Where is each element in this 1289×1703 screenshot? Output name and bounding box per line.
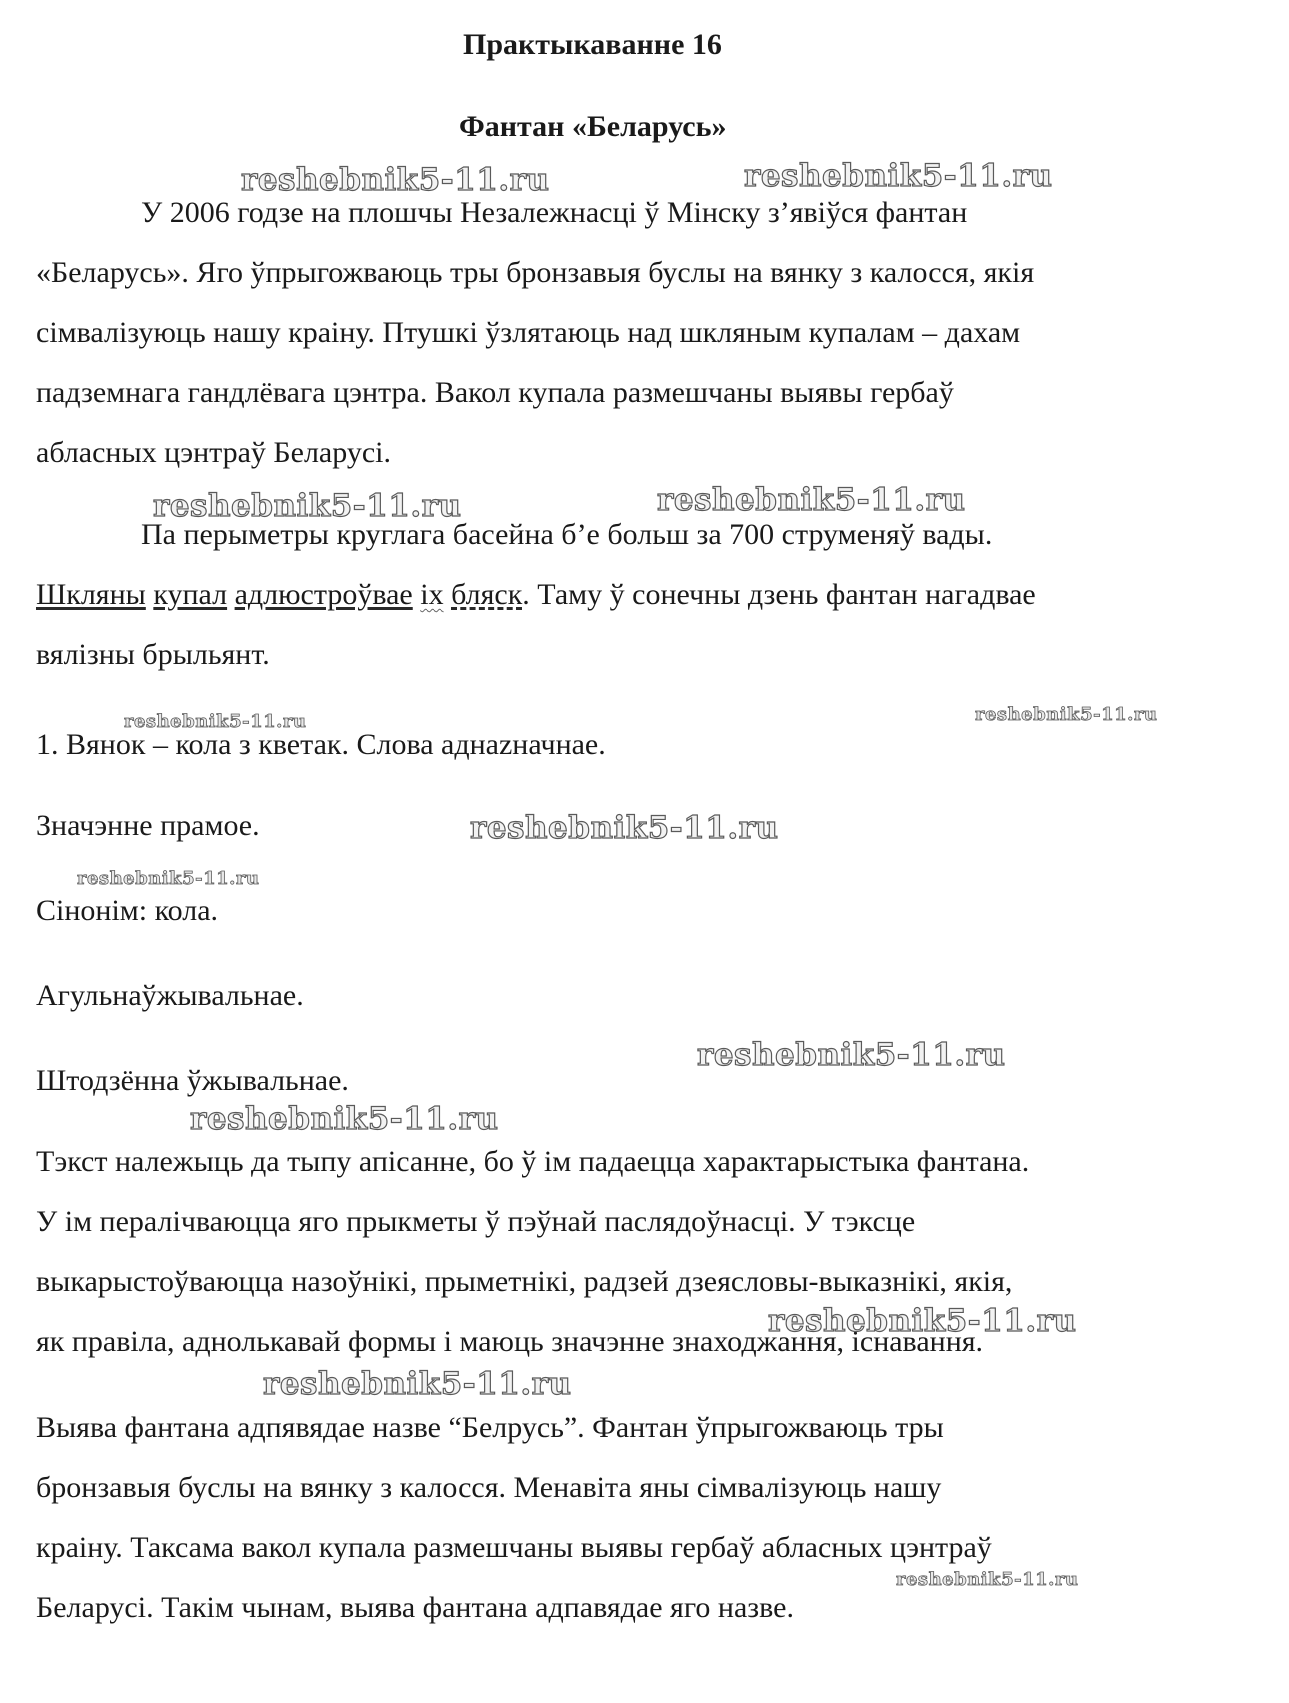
paragraph1-line: падземнага гандлёвага цэнтра. Вакол купала размешчаны выявы гербаў bbox=[36, 376, 954, 409]
sentence-rest: . Таму ў сонечны дзень фантан нагадвае bbox=[522, 578, 1036, 611]
paragraph2-line: Па перыметры круглага басейна б’е больш за 700 струменяў вады. bbox=[141, 518, 993, 551]
underlined-word: Шкляны bbox=[36, 578, 146, 611]
paragraph3-line: У ім пералічваюцца яго прыкметы ў пэўнай паслядоўнасці. У тэксце bbox=[36, 1205, 916, 1238]
underlined-word: купал bbox=[153, 578, 228, 611]
watermark: reshebnik5-11.ru bbox=[124, 711, 307, 732]
underlined-word: іх bbox=[420, 578, 444, 611]
paragraph1-line: «Беларусь». Яго ўпрыгожваюць тры бронзавыя буслы на вянку з калосся, якія bbox=[36, 256, 1035, 289]
watermark: reshebnik5-11.ru bbox=[190, 1101, 499, 1137]
paragraph3-line: Тэкст належыць да тыпу апісанне, бо ў ім падаецца характарыстыка фантана. bbox=[36, 1145, 1030, 1178]
answer-line: 1. Вянок – кола з кветак. Слова аднazначнае. bbox=[36, 728, 606, 761]
watermark: reshebnik5-11.ru bbox=[153, 488, 462, 524]
paragraph3-line: выкарыстоўваюцца назоўнікі, прыметнікі, радзей дзеясловы-выказнікі, якія, bbox=[36, 1265, 1013, 1298]
watermark: reshebnik5-11.ru bbox=[77, 868, 260, 889]
paragraph1-line: сімвалізуюць нашу краіну. Птушкі ўзлятаюць над шкляным купалам – дахам bbox=[36, 316, 1021, 349]
answer-line: Агульнаўжывальнае. bbox=[36, 979, 304, 1012]
watermark: reshebnik5-11.ru bbox=[470, 810, 779, 846]
paragraph3-line: як правіла, аднолькавай формы і маюць значэнне знаходжання, існавання. bbox=[36, 1325, 984, 1358]
paragraph4-line: Выява фантана адпявядае назве “Белрусь”. Фантан ўпрыгожваюць тры bbox=[36, 1411, 944, 1444]
watermark: reshebnik5-11.ru bbox=[896, 1569, 1079, 1590]
watermark: reshebnik5-11.ru bbox=[263, 1366, 572, 1402]
paragraph2-line: вялізны брыльянт. bbox=[36, 638, 270, 671]
paragraph2-line bbox=[36, 577, 1036, 613]
watermark: reshebnik5-11.ru bbox=[657, 482, 966, 518]
paragraph4-line: Беларусі. Такім чынам, выява фантана адпавядае яго назве. bbox=[36, 1591, 794, 1624]
watermark: reshebnik5-11.ru bbox=[768, 1303, 1077, 1339]
underlined-word: бляск bbox=[451, 578, 523, 611]
answer-line: Штодзённа ўжывальнае. bbox=[36, 1064, 349, 1097]
paragraph1-line: У 2006 годзе на плошчы Незалежнасці ў Мінску з’явіўся фантан bbox=[141, 196, 968, 229]
watermark: reshebnik5-11.ru bbox=[241, 162, 550, 198]
answer-line: Значэнне прамое. bbox=[36, 809, 260, 842]
watermark: reshebnik5-11.ru bbox=[697, 1037, 1006, 1073]
paragraph4-line: бронзавыя буслы на вянку з калосся. Менавіта яны сімвалізуюць нашу bbox=[36, 1471, 942, 1504]
watermark: reshebnik5-11.ru bbox=[744, 158, 1053, 194]
page-title: Практыкаванне 16 bbox=[463, 28, 722, 61]
watermark: reshebnik5-11.ru bbox=[975, 704, 1158, 725]
underlined-word: адлюстроўвае bbox=[234, 578, 413, 611]
paragraph1-line: абласных цэнтраў Беларусі. bbox=[36, 436, 392, 469]
answer-line: Сінонім: кола. bbox=[36, 894, 219, 927]
text-title: Фантан «Беларусь» bbox=[459, 110, 727, 143]
paragraph4-line: краіну. Таксама вакол купала размешчаны выявы гербаў абласных цэнтраў bbox=[36, 1531, 992, 1564]
